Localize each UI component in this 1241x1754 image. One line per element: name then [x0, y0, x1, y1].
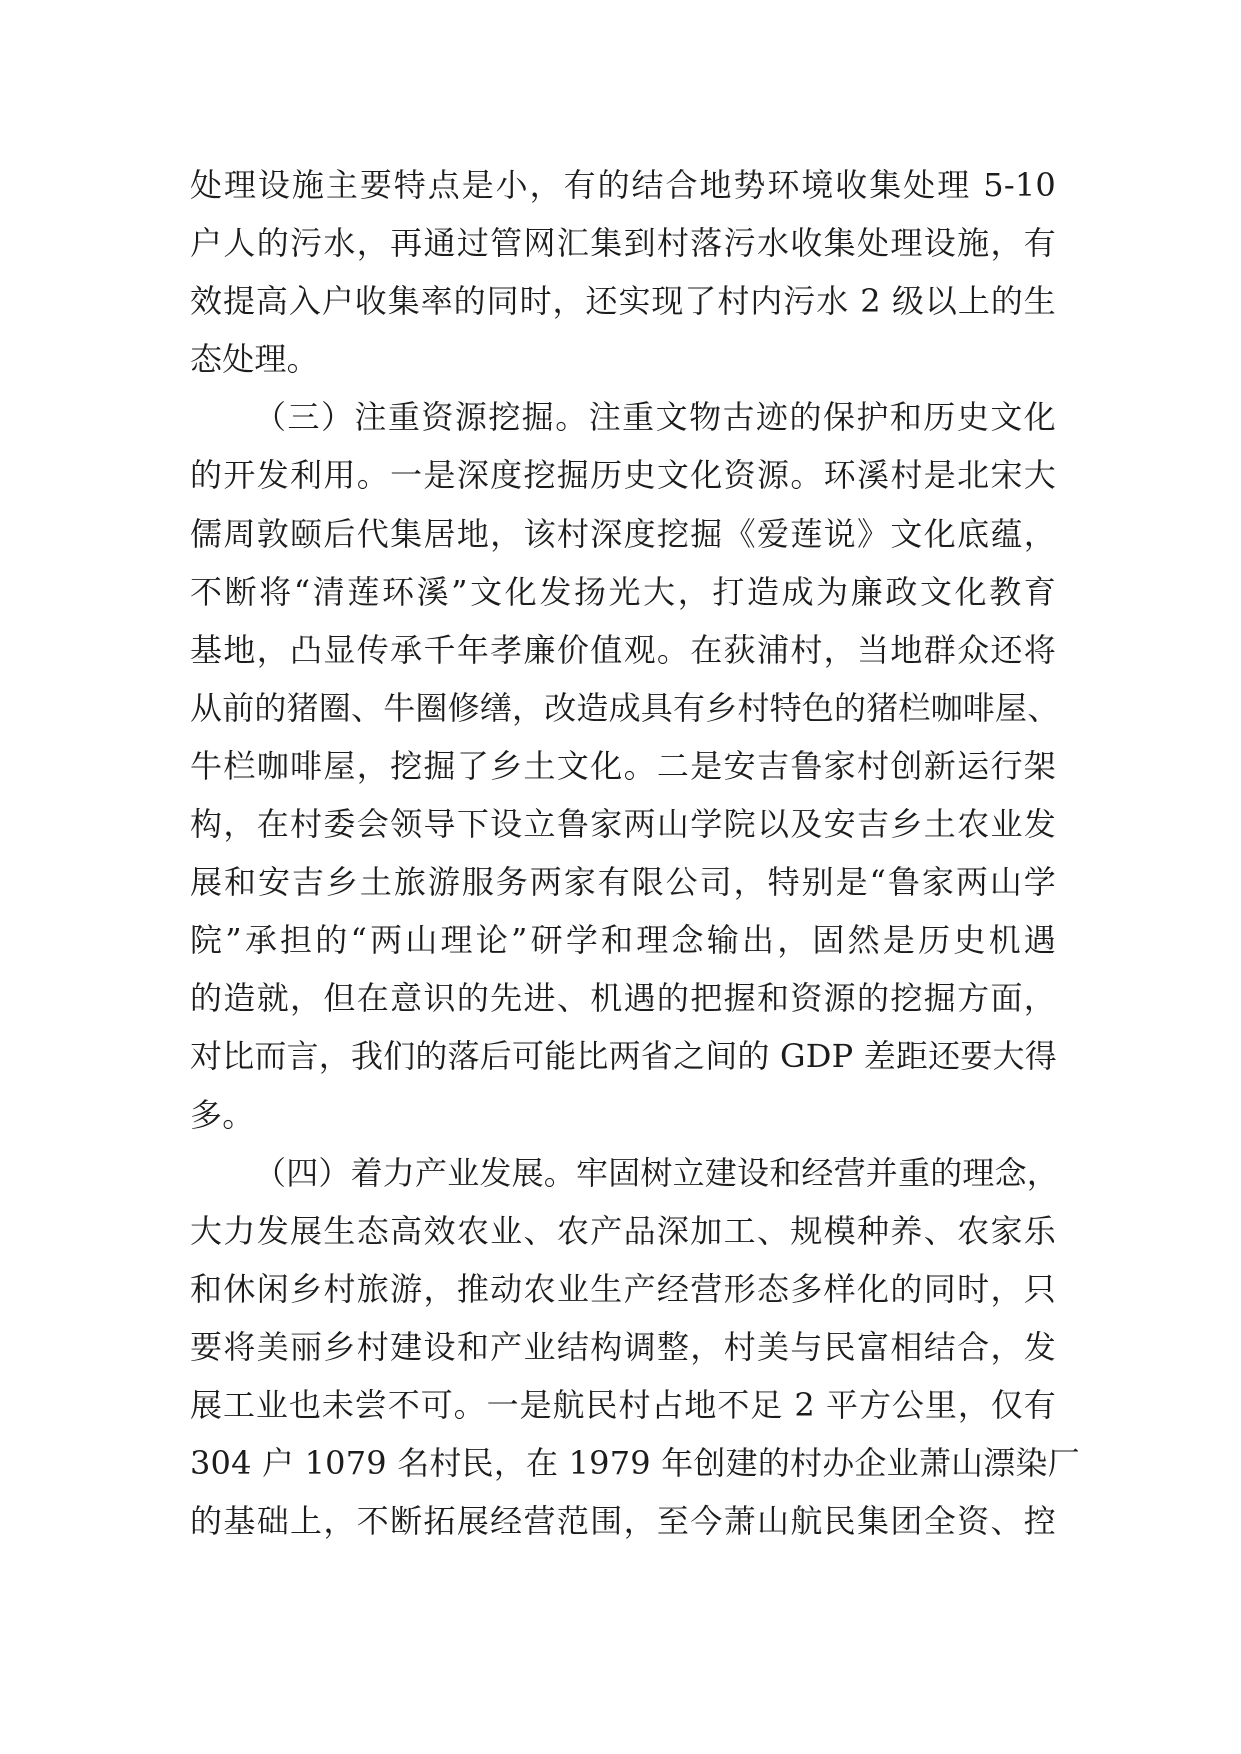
text-line: 态处理。	[190, 340, 319, 379]
text-line: 从前的猪圈、牛圈修缮，改造成具有乡村特色的猪栏咖啡屋、	[190, 688, 1060, 727]
document-body	[190, 156, 1080, 1550]
paragraph-industry-development	[190, 1144, 1080, 1551]
text-line: 牛栏咖啡屋，挖掘了乡土文化。二是安吉鲁家村创新运行架	[190, 746, 1056, 785]
text-line: 对比而言，我们的落后可能比两省之间的 GDP 差距还要大得	[190, 1037, 1057, 1076]
text-line: 304 户 1079 名村民，在 1979 年创建的村办企业萧山漂染厂	[190, 1444, 1080, 1483]
text-line: 要将美丽乡村建设和产业结构调整，村美与民富相结合，发	[190, 1327, 1056, 1366]
section-heading-line: （三）注重资源挖掘。注重文物古迹的保护和历史文化	[254, 398, 1056, 437]
text-line: 的造就，但在意识的先进、机遇的把握和资源的挖掘方面，	[190, 979, 1056, 1018]
text-line: 和休闲乡村旅游，推动农业生产经营形态多样化的同时，只	[190, 1269, 1056, 1308]
paragraph-resource-mining	[190, 388, 1060, 1143]
text-line: 的开发利用。一是深度挖掘历史文化资源。环溪村是北宋大	[190, 456, 1056, 495]
text-line: 效提高入户收集率的同时，还实现了村内污水 2 级以上的生	[190, 282, 1056, 321]
text-line: 大力发展生态高效农业、农产品深加工、规模种养、农家乐	[190, 1211, 1056, 1250]
text-line: 户人的污水，再通过管网汇集到村落污水收集处理设施，有	[190, 224, 1056, 263]
text-line: 展工业也未尝不可。一是航民村占地不足 2 平方公里，仅有	[190, 1385, 1056, 1424]
text-line: 不断将“清莲环溪”文化发扬光大，打造成为廉政文化教育	[190, 572, 1056, 611]
section-heading-line: （四）着力产业发展。牢固树立建设和经营并重的理念，	[254, 1153, 1060, 1192]
text-line: 的基础上，不断拓展经营范围，至今萧山航民集团全资、控	[190, 1502, 1056, 1541]
text-line: 基地，凸显传承千年孝廉价值观。在荻浦村，当地群众还将	[190, 630, 1056, 669]
text-line: 院”承担的“两山理论”研学和理念输出，固然是历史机遇	[190, 921, 1056, 960]
text-line: 多。	[190, 1095, 255, 1134]
text-line: 处理设施主要特点是小，有的结合地势环境收集处理 5-10	[190, 166, 1056, 204]
text-line: 儒周敦颐后代集居地，该村深度挖掘《爱莲说》文化底蕴，	[190, 514, 1056, 553]
text-line: 构，在村委会领导下设立鲁家两山学院以及安吉乡土农业发	[190, 805, 1056, 844]
paragraph-sewage-treatment	[190, 156, 1056, 388]
text-line: 展和安吉乡土旅游服务两家有限公司，特别是“鲁家两山学	[190, 863, 1056, 902]
